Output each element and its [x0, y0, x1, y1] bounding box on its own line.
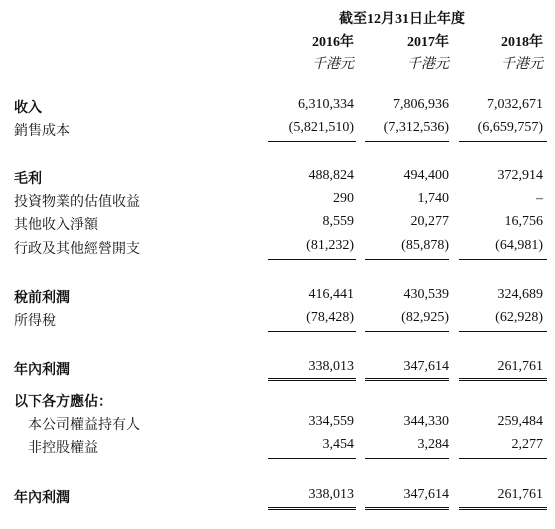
admin-expenses-2016: (81,232): [306, 238, 354, 253]
gross-profit-2017: 494,400: [403, 168, 449, 183]
non-controlling-label: 非控股權益: [28, 441, 98, 456]
subtotal-rule: [268, 331, 356, 332]
subtotal-rule: [365, 141, 449, 142]
revenue-2018: 7,032,671: [487, 97, 543, 112]
profit-before-tax-2016: 416,441: [308, 287, 354, 302]
profit-before-tax-2018: 324,689: [497, 287, 543, 302]
cost-of-sales-2017: (7,312,536): [383, 120, 449, 135]
equity-holders-label: 本公司權益持有人: [28, 418, 140, 433]
unit-2018: 千港元: [501, 57, 543, 72]
non-controlling-2017: 3,284: [417, 437, 449, 452]
gross-profit-label: 毛利: [14, 172, 42, 187]
unit-2017: 千港元: [407, 57, 449, 72]
investment-property-gain-2016: 290: [333, 191, 354, 206]
non-controlling-2018: 2,277: [511, 437, 543, 452]
equity-holders-2017: 344,330: [403, 414, 449, 429]
income-tax-label: 所得稅: [14, 314, 56, 329]
subtotal-rule: [365, 259, 449, 260]
revenue-2017: 7,806,936: [393, 97, 449, 112]
cost-of-sales-label: 銷售成本: [14, 124, 70, 139]
subtotal-rule: [268, 141, 356, 142]
profit-for-year-total-2018: 261,761: [497, 487, 543, 502]
subtotal-rule: [365, 331, 449, 332]
year-2017: 2017年: [407, 35, 449, 50]
income-tax-2017: (82,925): [401, 310, 449, 325]
investment-property-gain-2018: –: [536, 191, 543, 206]
profit-for-year-2018: 261,761: [497, 359, 543, 374]
total-double-rule: [365, 378, 449, 381]
cost-of-sales-2016: (5,821,510): [288, 120, 354, 135]
year-2016: 2016年: [312, 35, 354, 50]
gross-profit-2018: 372,914: [497, 168, 543, 183]
income-tax-2016: (78,428): [306, 310, 354, 325]
admin-expenses-2018: (64,981): [495, 238, 543, 253]
revenue-2016: 6,310,334: [298, 97, 354, 112]
other-income-2016: 8,559: [322, 214, 354, 229]
equity-holders-2016: 334,559: [308, 414, 354, 429]
profit-for-year-total-2016: 338,013: [308, 487, 354, 502]
subtotal-rule: [365, 458, 449, 459]
investment-property-gain-label: 投資物業的估值收益: [14, 195, 140, 210]
profit-for-year-label: 年內利潤: [14, 363, 70, 378]
total-double-rule: [268, 507, 356, 510]
equity-holders-2018: 259,484: [497, 414, 543, 429]
other-income-2018: 16,756: [504, 214, 543, 229]
profit-for-year-total-2017: 347,614: [403, 487, 449, 502]
total-double-rule: [459, 378, 547, 381]
cost-of-sales-2018: (6,659,757): [477, 120, 543, 135]
admin-expenses-label: 行政及其他經營開支: [14, 242, 140, 257]
profit-before-tax-label: 稅前利潤: [14, 291, 70, 306]
profit-for-year-2016: 338,013: [308, 359, 354, 374]
subtotal-rule: [459, 141, 547, 142]
year-2018: 2018年: [501, 35, 543, 50]
income-tax-2018: (62,928): [495, 310, 543, 325]
gross-profit-2016: 488,824: [308, 168, 354, 183]
total-double-rule: [459, 507, 547, 510]
subtotal-rule: [459, 259, 547, 260]
profit-for-year-2017: 347,614: [403, 359, 449, 374]
subtotal-rule: [459, 458, 547, 459]
non-controlling-2016: 3,454: [322, 437, 354, 452]
other-income-2017: 20,277: [410, 214, 449, 229]
other-income-label: 其他收入淨額: [14, 218, 98, 233]
revenue-label: 收入: [14, 101, 42, 116]
subtotal-rule: [268, 259, 356, 260]
admin-expenses-2017: (85,878): [401, 238, 449, 253]
subtotal-rule: [459, 331, 547, 332]
attributable-to-label: 以下各方應佔：: [14, 395, 112, 410]
profit-for-year-total-label: 年內利潤: [14, 491, 70, 506]
period-title: 截至12月31日止年度: [339, 12, 465, 27]
unit-2016: 千港元: [312, 57, 354, 72]
investment-property-gain-2017: 1,740: [417, 191, 449, 206]
total-double-rule: [365, 507, 449, 510]
profit-before-tax-2017: 430,539: [403, 287, 449, 302]
subtotal-rule: [268, 458, 356, 459]
total-double-rule: [268, 378, 356, 381]
